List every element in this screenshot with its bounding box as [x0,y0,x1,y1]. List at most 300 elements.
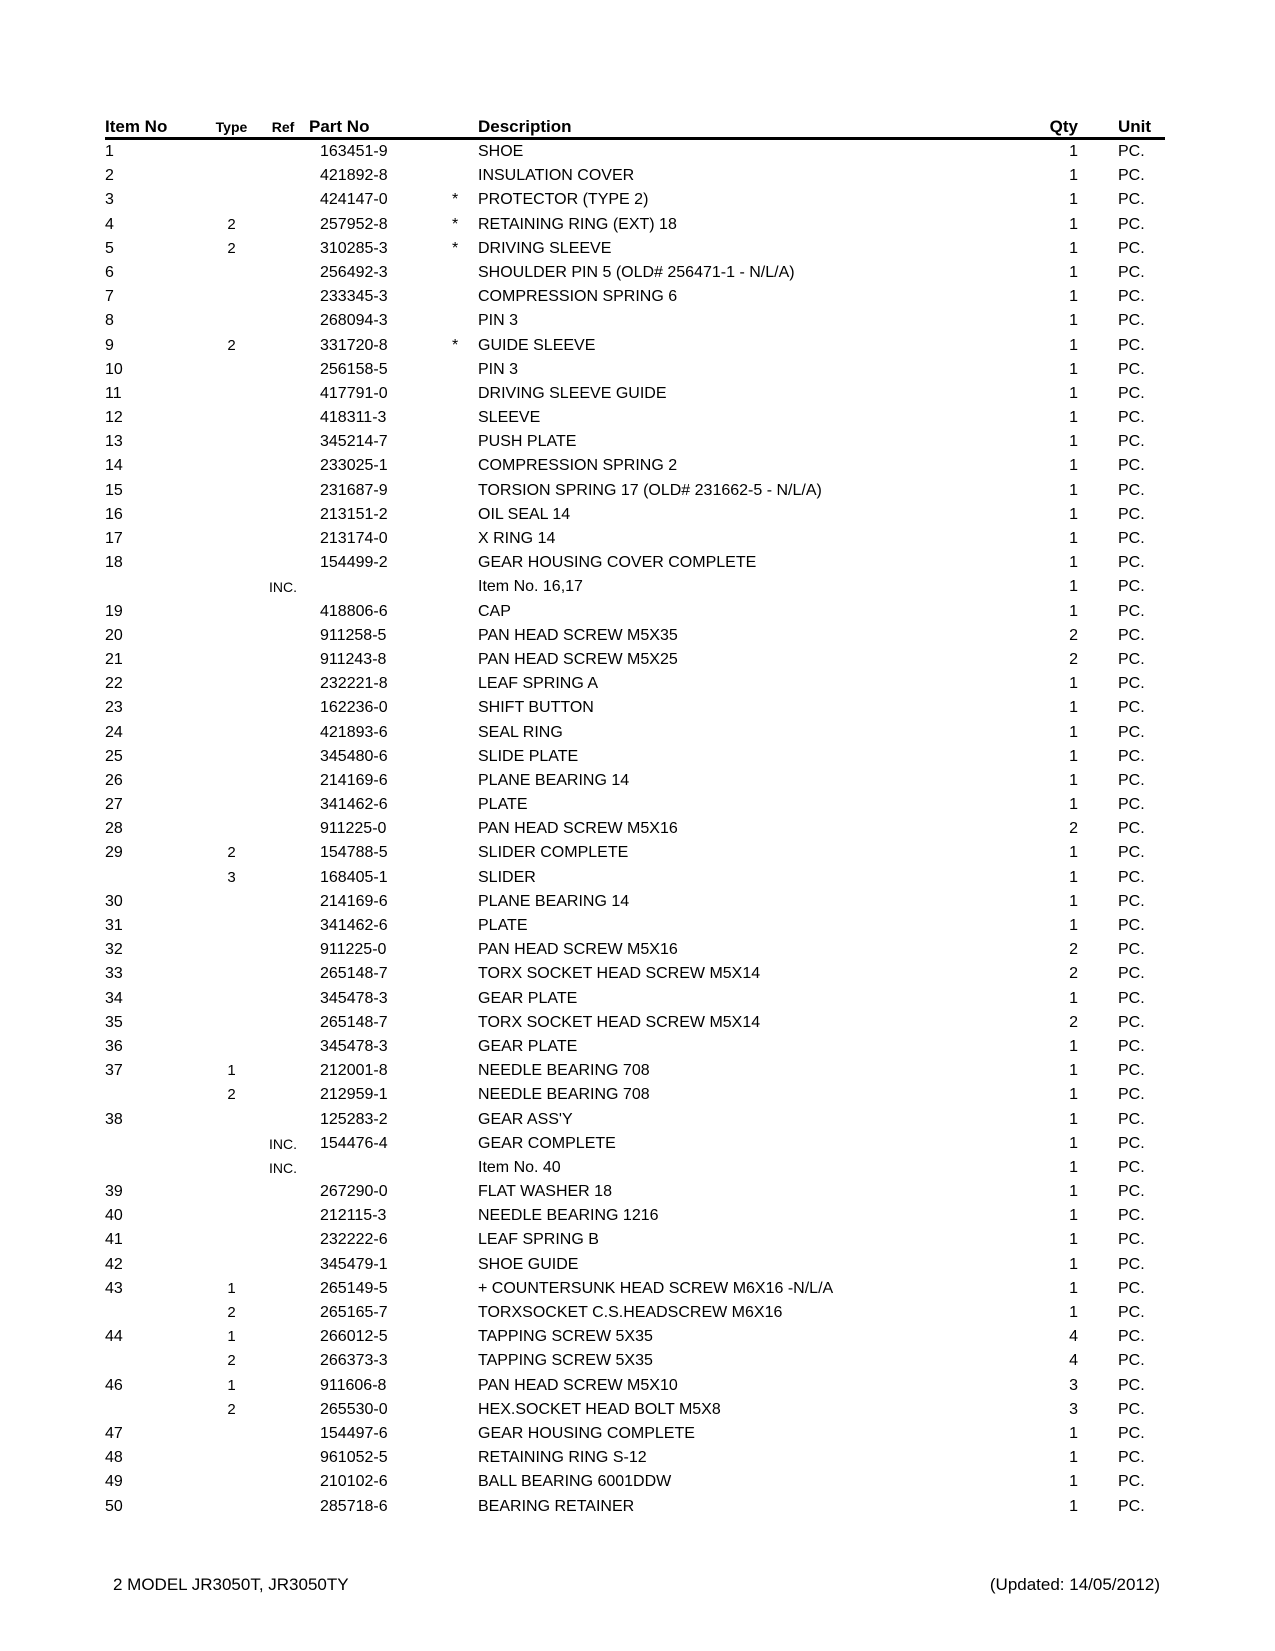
cell-item-no: 11 [105,384,122,402]
table-body [105,140,1165,1519]
cell-ref [258,721,308,745]
cell-type [205,527,258,551]
cell-ref [258,745,308,769]
cell-part-no: 265149-5 [320,1279,388,1297]
asterisk-marker [448,527,478,551]
cell-unit: PC. [1118,1449,1145,1467]
asterisk-marker [448,624,478,648]
cell-ref [258,285,308,309]
cell-item-no: 29 [105,844,123,862]
cell-type [205,188,258,212]
table-row [105,672,1165,696]
cell-unit: PC. [1118,1231,1145,1249]
cell-unit: PC. [1118,626,1145,644]
cell-description: DRIVING SLEEVE [478,239,612,257]
cell-type [205,1446,258,1470]
asterisk-marker [448,1398,478,1422]
cell-ref [258,793,308,817]
cell-description: PAN HEAD SCREW M5X25 [478,650,678,668]
cell-qty: 3 [1069,1376,1078,1394]
table-row [105,1059,1165,1083]
table-row [105,1422,1165,1446]
table-row [105,1180,1165,1204]
cell-description: GEAR PLATE [478,989,578,1007]
cell-part-no: 911606-8 [320,1376,387,1394]
cell-description: PLANE BEARING 14 [478,892,630,910]
cell-description: PLATE [478,796,528,814]
cell-qty: 1 [1069,288,1078,306]
cell-item-no: 46 [105,1376,123,1394]
cell-type: 2 [227,1086,236,1104]
asterisk-marker [448,817,478,841]
cell-item-no: 13 [105,433,123,451]
cell-qty: 1 [1069,1207,1078,1225]
cell-ref [258,479,308,503]
cell-description: TORX SOCKET HEAD SCREW M5X14 [478,965,761,983]
table-row [105,1253,1165,1277]
cell-unit: PC. [1118,1037,1145,1055]
cell-item-no: 34 [105,989,123,1007]
cell-qty: 2 [1069,626,1078,644]
cell-type [205,1156,258,1180]
cell-description: GUIDE SLEEVE [478,336,596,354]
table-row [105,1349,1165,1373]
cell-part-no: 266373-3 [320,1352,388,1370]
cell-item-no: 26 [105,771,123,789]
asterisk-marker [448,1301,478,1325]
cell-unit: PC. [1118,1352,1145,1370]
table-row [105,866,1165,890]
cell-type: 2 [227,1400,236,1418]
cell-type [205,358,258,382]
cell-qty: 1 [1069,1231,1078,1249]
cell-description: BALL BEARING 6001DDW [478,1473,672,1491]
asterisk-marker [448,745,478,769]
cell-part-no: 256158-5 [320,360,388,378]
table-row [105,382,1165,406]
cell-item-no: 3 [105,191,114,209]
asterisk-marker [448,866,478,890]
asterisk-marker [448,1156,478,1180]
cell-item-no: 14 [105,457,123,475]
cell-unit: PC. [1118,336,1145,354]
cell-item-no: 25 [105,747,123,765]
cell-part-no: 418311-3 [320,409,387,427]
asterisk-marker [448,430,478,454]
cell-description: RETAINING RING S-12 [478,1449,647,1467]
cell-part-no [308,575,448,599]
table-row [105,1277,1165,1301]
cell-ref [258,454,308,478]
asterisk-marker [448,261,478,285]
cell-ref [258,1204,308,1228]
cell-type [205,721,258,745]
cell-qty: 1 [1069,1255,1078,1273]
cell-qty: 1 [1069,1086,1078,1104]
asterisk-marker [448,551,478,575]
table-row [105,1446,1165,1470]
table-row [105,527,1165,551]
table-row [105,890,1165,914]
cell-item-no: 27 [105,796,123,814]
table-row [105,454,1165,478]
asterisk-marker [448,164,478,188]
cell-description: FLAT WASHER 18 [478,1183,612,1201]
cell-description: SHOE GUIDE [478,1255,579,1273]
table-row [105,164,1165,188]
cell-item-no: 17 [105,530,123,547]
cell-unit: PC. [1118,384,1145,402]
column-header-description: Description [478,117,572,136]
cell-part-no: 961052-5 [320,1449,388,1467]
cell-part-no: 266012-5 [320,1328,388,1346]
cell-type [205,914,258,938]
table-row [105,406,1165,430]
cell-unit: PC. [1118,892,1145,910]
cell-type [205,285,258,309]
cell-description: GEAR PLATE [478,1037,578,1055]
cell-part-no: 911258-5 [320,626,387,644]
asterisk-marker [448,309,478,333]
cell-unit: PC. [1118,1279,1145,1297]
asterisk-marker [448,454,478,478]
cell-description: TAPPING SCREW 5X35 [478,1352,653,1370]
cell-type [205,140,258,164]
cell-type [205,551,258,575]
cell-type [205,309,258,333]
cell-item-no: 4 [105,215,114,233]
asterisk-marker [448,1253,478,1277]
cell-unit: PC. [1118,288,1145,306]
cell-item-no: 36 [105,1037,123,1055]
cell-description: PLATE [478,917,528,934]
table-row [105,1325,1165,1349]
asterisk-marker [448,285,478,309]
cell-item-no [105,1156,205,1180]
cell-ref [258,213,308,237]
table-row [105,575,1165,599]
cell-qty: 2 [1069,650,1078,668]
asterisk-marker [448,1059,478,1083]
cell-item-no [105,575,205,599]
cell-qty: 1 [1069,336,1078,354]
asterisk-marker [448,1349,478,1373]
cell-description: COMPRESSION SPRING 2 [478,457,678,475]
cell-ref: INC. [269,579,297,596]
cell-unit: PC. [1118,433,1145,451]
cell-type [205,575,258,599]
cell-item-no: 20 [105,626,123,644]
cell-part-no: 265148-7 [320,1013,388,1031]
asterisk-marker [448,1011,478,1035]
footer-model-label: 2 MODEL JR3050T, JR3050TY [113,1575,349,1594]
table-row [105,600,1165,624]
cell-description: HEX.SOCKET HEAD BOLT M5X8 [478,1400,721,1418]
cell-qty: 1 [1069,167,1078,185]
cell-qty: 1 [1069,1110,1078,1128]
cell-description: SLEEVE [478,409,541,427]
cell-type [205,406,258,430]
cell-type: 2 [227,336,236,354]
cell-type [205,648,258,672]
cell-ref [258,334,308,358]
cell-qty: 1 [1069,771,1078,789]
cell-ref [258,841,308,865]
cell-item-no: 19 [105,602,123,620]
cell-ref [258,600,308,624]
cell-type: 2 [227,239,236,257]
cell-type [205,817,258,841]
cell-unit: PC. [1118,1134,1145,1152]
cell-part-no: 232221-8 [320,675,388,693]
cell-item-no: 39 [105,1183,123,1201]
cell-item-no [105,866,205,890]
cell-qty: 1 [1069,1279,1078,1297]
cell-qty: 1 [1069,917,1078,934]
cell-part-no: 257952-8 [320,215,388,233]
cell-item-no: 43 [105,1279,123,1297]
cell-ref [258,1228,308,1252]
asterisk-marker: * [452,239,459,257]
table-row [105,648,1165,672]
cell-ref [258,1059,308,1083]
cell-part-no: 162236-0 [320,699,388,717]
table-row [105,188,1165,212]
table-row [105,1374,1165,1398]
table-row [105,938,1165,962]
cell-part-no: 345214-7 [320,433,388,451]
table-row [105,334,1165,358]
cell-unit: PC. [1118,1424,1145,1442]
cell-part-no: 214169-6 [320,892,388,910]
page-footer [105,1573,1165,1597]
cell-ref [258,1349,308,1373]
cell-item-no: 22 [105,675,123,693]
cell-part-no: 210102-6 [320,1473,388,1491]
cell-ref [258,309,308,333]
cell-part-no: 911243-8 [320,650,387,668]
table-row [105,551,1165,575]
cell-ref [258,527,308,551]
cell-ref [258,1301,308,1325]
asterisk-marker [448,1204,478,1228]
cell-ref [258,1083,308,1107]
cell-qty: 1 [1069,433,1078,451]
asterisk-marker: * [452,215,459,233]
table-row [105,237,1165,261]
cell-qty: 1 [1069,1158,1078,1176]
asterisk-marker [448,1495,478,1519]
asterisk-marker [448,1277,478,1301]
cell-part-no: 212959-1 [320,1086,388,1104]
table-row [105,745,1165,769]
cell-qty: 1 [1069,1183,1078,1201]
cell-qty: 1 [1069,602,1078,620]
asterisk-marker [448,914,478,938]
cell-qty: 1 [1069,796,1078,814]
cell-type [205,1180,258,1204]
cell-qty: 1 [1069,554,1078,572]
asterisk-marker [448,1446,478,1470]
cell-item-no: 21 [105,650,123,668]
cell-qty: 1 [1069,481,1078,499]
cell-ref [258,406,308,430]
cell-part-no: 154788-5 [320,844,388,862]
cell-description: NEEDLE BEARING 708 [478,1062,650,1080]
cell-description: SHIFT BUTTON [478,699,594,717]
cell-part-no: 212115-3 [320,1207,387,1225]
cell-description: TORX SOCKET HEAD SCREW M5X14 [478,1013,761,1031]
cell-ref [258,866,308,890]
asterisk-marker [448,1108,478,1132]
asterisk-marker: * [452,336,459,354]
cell-item-no: 42 [105,1255,123,1273]
table-row [105,1228,1165,1252]
cell-type [205,1035,258,1059]
table-row [105,140,1165,164]
cell-qty: 1 [1069,1304,1078,1321]
cell-qty: 1 [1069,1037,1078,1055]
table-row [105,309,1165,333]
asterisk-marker [448,648,478,672]
cell-type [205,672,258,696]
cell-part-no: 310285-3 [320,239,388,257]
cell-ref [258,962,308,986]
cell-ref [258,914,308,938]
cell-part-no: 265165-7 [320,1304,388,1321]
cell-item-no: 41 [105,1231,123,1249]
cell-type [205,696,258,720]
cell-type [205,962,258,986]
cell-part-no: 125283-2 [320,1110,388,1128]
cell-description: LEAF SPRING B [478,1231,599,1249]
cell-item-no: 10 [105,360,123,378]
cell-ref [258,1035,308,1059]
cell-qty: 1 [1069,1134,1078,1152]
cell-unit: PC. [1118,747,1145,765]
cell-item-no: 15 [105,481,123,499]
cell-unit: PC. [1118,723,1145,741]
asterisk-marker [448,140,478,164]
cell-description: LEAF SPRING A [478,675,599,693]
cell-item-no: 31 [105,917,123,934]
cell-unit: PC. [1118,1086,1145,1104]
cell-qty: 4 [1069,1328,1078,1346]
cell-ref [258,140,308,164]
cell-item-no: 23 [105,699,123,717]
cell-qty: 1 [1069,530,1078,547]
cell-type [205,1422,258,1446]
cell-qty: 2 [1069,1013,1078,1031]
cell-description: SEAL RING [478,723,563,741]
asterisk-marker [448,600,478,624]
cell-description: SHOULDER PIN 5 (OLD# 256471-1 - N/L/A) [478,263,795,281]
table-row [105,430,1165,454]
table-row [105,1470,1165,1494]
cell-item-no: 40 [105,1207,123,1225]
cell-type: 3 [227,868,236,886]
cell-type [205,987,258,1011]
footer-updated-label: (Updated: 14/05/2012) [989,1575,1160,1594]
cell-unit: PC. [1118,360,1145,378]
cell-description: RETAINING RING (EXT) 18 [478,215,677,233]
asterisk-marker [448,962,478,986]
cell-type [205,164,258,188]
cell-unit: PC. [1118,868,1145,886]
cell-unit: PC. [1118,650,1145,668]
cell-description: GEAR ASS'Y [478,1110,573,1128]
cell-unit: PC. [1118,239,1145,257]
cell-part-no [308,1156,448,1180]
table-row [105,817,1165,841]
cell-item-no: 37 [105,1062,123,1080]
cell-qty: 1 [1069,844,1078,862]
cell-ref [258,164,308,188]
table-row [105,987,1165,1011]
asterisk-marker [448,841,478,865]
table-row [105,721,1165,745]
cell-unit: PC. [1118,409,1145,427]
cell-ref [258,938,308,962]
table-row [105,1108,1165,1132]
table-row [105,696,1165,720]
cell-type [205,1470,258,1494]
cell-type: 2 [227,844,236,862]
cell-unit: PC. [1118,771,1145,789]
cell-unit: PC. [1118,989,1145,1007]
cell-description: PAN HEAD SCREW M5X10 [478,1376,678,1394]
asterisk-marker [448,1035,478,1059]
cell-unit: PC. [1118,1376,1145,1394]
cell-unit: PC. [1118,1013,1145,1031]
cell-type [205,890,258,914]
cell-part-no: 345480-6 [320,747,388,765]
cell-item-no: 38 [105,1110,123,1128]
cell-unit: PC. [1118,1304,1145,1321]
table-row [105,793,1165,817]
cell-item-no: 30 [105,892,123,910]
cell-unit: PC. [1118,1183,1145,1201]
cell-qty: 2 [1069,965,1078,983]
column-header-qty: Qty [1049,117,1078,136]
table-row [105,358,1165,382]
cell-ref [258,261,308,285]
cell-item-no: 28 [105,820,123,838]
cell-description: CAP [478,602,511,620]
cell-unit: PC. [1118,820,1145,838]
cell-description: PAN HEAD SCREW M5X16 [478,820,678,838]
asterisk-marker [448,358,478,382]
asterisk-marker [448,938,478,962]
cell-item-no [105,1083,205,1107]
table-row [105,1301,1165,1325]
cell-ref [258,188,308,212]
table-row [105,1398,1165,1422]
cell-ref: INC. [269,1135,297,1152]
cell-qty: 1 [1069,384,1078,402]
cell-unit: PC. [1118,1328,1145,1346]
table-row [105,1156,1165,1180]
cell-type: 1 [227,1062,236,1080]
table-row [105,1204,1165,1228]
cell-ref [258,1398,308,1422]
column-header-unit: Unit [1118,117,1152,136]
cell-description: TORXSOCKET C.S.HEADSCREW M6X16 [478,1304,783,1321]
table-row [105,914,1165,938]
cell-item-no: 8 [105,312,114,330]
cell-part-no: 331720-8 [320,336,388,354]
cell-type [205,793,258,817]
